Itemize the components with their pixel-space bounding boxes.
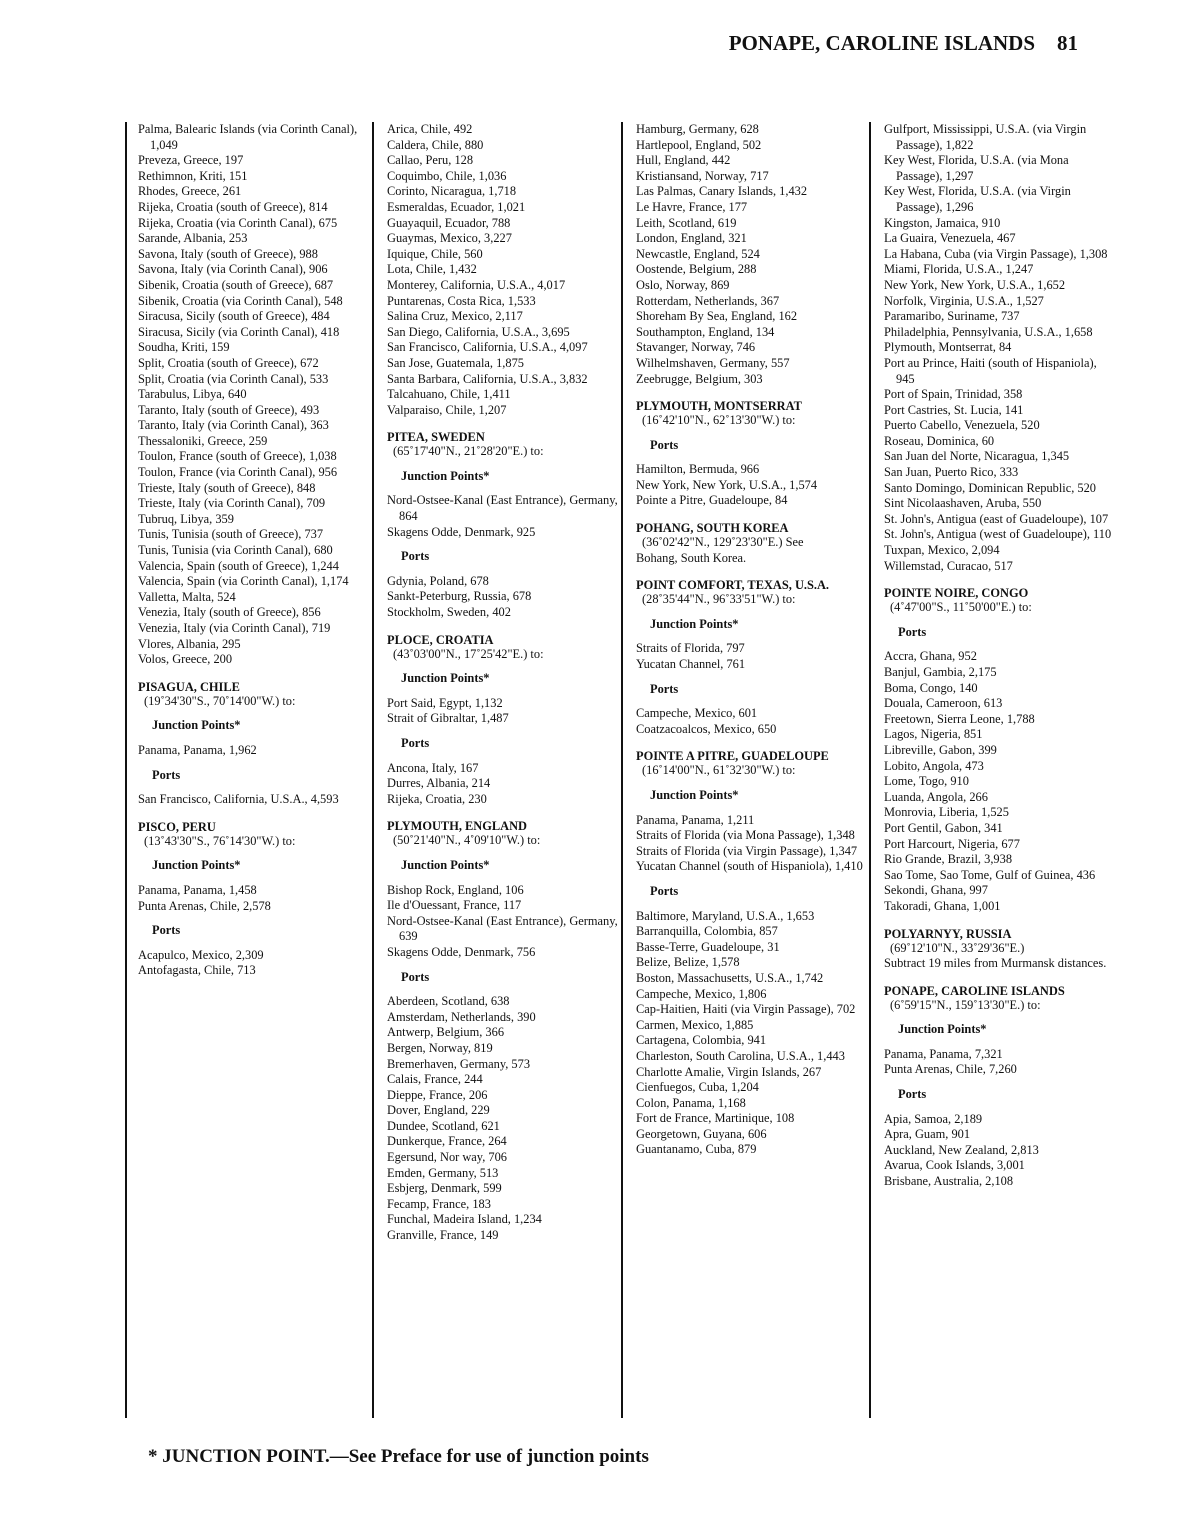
distance-entry: Shoreham By Sea, England, 162 bbox=[636, 309, 798, 324]
distance-entry: Campeche, Mexico, 601 bbox=[636, 706, 758, 721]
page-number: 81 bbox=[1057, 31, 1078, 55]
distance-column-1 bbox=[138, 122, 372, 979]
distance-entry: Rijeka, Croatia (via Corinth Canal), 675 bbox=[138, 215, 338, 230]
distance-entry: Dundee, Scotland, 621 bbox=[387, 1118, 500, 1133]
port-coordinates: (4˚47'00"S., 11˚50'00"E.) to: bbox=[890, 600, 1032, 615]
distance-entry: Skagens Odde, Denmark, 925 bbox=[387, 524, 536, 539]
distance-entry: Sint Nicolaashaven, Aruba, 550 bbox=[884, 496, 1042, 511]
distance-entry: Tarabulus, Libya, 640 bbox=[138, 387, 247, 402]
distance-entry: Douala, Cameroon, 613 bbox=[884, 696, 1003, 711]
distance-entry: Lota, Chile, 1,432 bbox=[387, 262, 477, 277]
distance-entry: Antofagasta, Chile, 713 bbox=[138, 963, 256, 978]
distance-entry: Cienfuegos, Cuba, 1,204 bbox=[636, 1080, 759, 1095]
section-subheading: Ports bbox=[898, 624, 927, 639]
distance-entry: Takoradi, Ghana, 1,001 bbox=[884, 898, 1001, 913]
distance-entry: Esmeraldas, Ecuador, 1,021 bbox=[387, 199, 526, 214]
distance-entry: Punta Arenas, Chile, 7,260 bbox=[884, 1062, 1017, 1077]
distance-entry: Stavanger, Norway, 746 bbox=[636, 340, 756, 355]
distance-entry: Savona, Italy (south of Greece), 988 bbox=[138, 246, 318, 261]
distance-entry: Key West, Florida, U.S.A. (via Virgin Passage), 1,296 bbox=[884, 184, 1071, 214]
port-heading: PISAGUA, CHILE bbox=[138, 679, 240, 694]
port-heading: POINT COMFORT, TEXAS, U.S.A. bbox=[636, 578, 830, 593]
distance-entry: Tunis, Tunisia (south of Greece), 737 bbox=[138, 527, 324, 542]
distance-entry: Nord-Ostsee-Kanal (East Entrance), Germany, 864 bbox=[387, 493, 618, 524]
distance-entry: Toulon, France (south of Greece), 1,038 bbox=[138, 449, 337, 464]
port-heading: POINTE NOIRE, CONGO bbox=[884, 586, 1029, 601]
distance-entry: Corinto, Nicaragua, 1,718 bbox=[387, 184, 517, 199]
distance-entry: Roseau, Dominica, 60 bbox=[884, 433, 995, 448]
distance-entry: Apra, Guam, 901 bbox=[884, 1127, 971, 1142]
distance-entry: Boston, Massachusetts, U.S.A., 1,742 bbox=[636, 970, 824, 985]
distance-entry: Leith, Scotland, 619 bbox=[636, 215, 737, 230]
distance-entry: Sankt-Peterburg, Russia, 678 bbox=[387, 589, 532, 604]
distance-entry: Tunis, Tunisia (via Corinth Canal), 680 bbox=[138, 543, 333, 558]
distance-entry: Emden, Germany, 513 bbox=[387, 1165, 499, 1180]
distance-entry: Belize, Belize, 1,578 bbox=[636, 955, 740, 970]
distance-entry: San Juan del Norte, Nicaragua, 1,345 bbox=[884, 449, 1070, 464]
distance-entry: Fecamp, France, 183 bbox=[387, 1196, 491, 1211]
distance-entry: Baltimore, Maryland, U.S.A., 1,653 bbox=[636, 908, 815, 923]
distance-entry: Paramaribo, Suriname, 737 bbox=[884, 309, 1020, 324]
distance-entry: Philadelphia, Pennsylvania, U.S.A., 1,658 bbox=[884, 324, 1093, 339]
distance-entry: Port Said, Egypt, 1,132 bbox=[387, 695, 503, 710]
distance-entry: Panama, Panama, 1,211 bbox=[636, 812, 755, 827]
distance-entry: Yucatan Channel (south of Hispaniola), 1,410 bbox=[636, 859, 863, 874]
distance-entry: Willemstad, Curacao, 517 bbox=[884, 558, 1013, 573]
distance-entry: Yucatan Channel, 761 bbox=[636, 657, 746, 672]
distance-column-2 bbox=[387, 122, 621, 1244]
distance-entry: Straits of Florida, 797 bbox=[636, 641, 745, 656]
port-coordinates: (16˚14'00"N., 61˚32'30"W.) to: bbox=[642, 763, 796, 778]
distance-entry: Norfolk, Virginia, U.S.A., 1,527 bbox=[884, 293, 1044, 308]
distance-entry: Calais, France, 244 bbox=[387, 1072, 483, 1087]
distance-entry: Aberdeen, Scotland, 638 bbox=[387, 994, 510, 1009]
section-subheading: Junction Points* bbox=[898, 1022, 987, 1037]
port-coordinates: (50˚21'40"N., 4˚09'10"W.) to: bbox=[393, 833, 541, 848]
distance-entry: Accra, Ghana, 952 bbox=[884, 649, 977, 664]
section-subheading: Ports bbox=[650, 883, 679, 898]
section-subheading: Ports bbox=[152, 923, 181, 938]
distance-entry: San Diego, California, U.S.A., 3,695 bbox=[387, 324, 570, 339]
distance-entry: Caldera, Chile, 880 bbox=[387, 137, 484, 152]
port-coordinates: (6˚59'15"N., 159˚13'30"E.) to: bbox=[890, 997, 1041, 1012]
column-rule-3 bbox=[621, 122, 623, 1418]
distance-entry: Sekondi, Ghana, 997 bbox=[884, 883, 988, 898]
distance-entry: Campeche, Mexico, 1,806 bbox=[636, 986, 767, 1001]
section-subheading: Ports bbox=[898, 1087, 927, 1102]
port-heading: POLYARNYY, RUSSIA bbox=[884, 926, 1012, 941]
distance-entry: Skagens Odde, Denmark, 756 bbox=[387, 944, 536, 959]
distance-entry: Lobito, Angola, 473 bbox=[884, 758, 984, 773]
distance-entry: Straits of Florida (via Mona Passage), 1,348 bbox=[636, 828, 855, 843]
distance-entry: Miami, Florida, U.S.A., 1,247 bbox=[884, 262, 1034, 277]
distance-entry: Rotterdam, Netherlands, 367 bbox=[636, 293, 780, 308]
distance-entry: Kristiansand, Norway, 717 bbox=[636, 168, 769, 183]
port-coordinates: (16˚42'10"N., 62˚13'30"W.) to: bbox=[642, 413, 796, 428]
distance-entry: Ancona, Italy, 167 bbox=[387, 760, 479, 775]
distance-entry: Lagos, Nigeria, 851 bbox=[884, 727, 983, 742]
distance-column-3 bbox=[636, 122, 870, 1158]
port-heading: PISCO, PERU bbox=[138, 819, 216, 834]
distance-entry: Valencia, Spain (south of Greece), 1,244 bbox=[138, 558, 339, 573]
distance-entry: Santa Barbara, California, U.S.A., 3,832 bbox=[387, 371, 588, 386]
distance-entry: Egersund, Nor way, 706 bbox=[387, 1150, 507, 1165]
distance-entry: Sarande, Albania, 253 bbox=[138, 231, 248, 246]
distance-entry: Iquique, Chile, 560 bbox=[387, 246, 483, 261]
distance-entry: Fort de France, Martinique, 108 bbox=[636, 1111, 795, 1126]
distance-entry: Preveza, Greece, 197 bbox=[138, 153, 244, 168]
section-subheading: Ports bbox=[401, 969, 430, 984]
distance-entry: Plymouth, Montserrat, 84 bbox=[884, 340, 1012, 355]
distance-entry: Cap-Haitien, Haiti (via Virgin Passage), 702 bbox=[636, 1002, 856, 1017]
distance-entry: Valparaiso, Chile, 1,207 bbox=[387, 402, 507, 417]
distance-entry: Vlores, Albania, 295 bbox=[138, 636, 241, 651]
section-subheading: Ports bbox=[152, 767, 181, 782]
distance-entry: Dover, England, 229 bbox=[387, 1103, 490, 1118]
distance-entry: Venezia, Italy (via Corinth Canal), 719 bbox=[138, 621, 331, 635]
distance-entry: Port Gentil, Gabon, 341 bbox=[884, 820, 1003, 835]
distance-entry: Oslo, Norway, 869 bbox=[636, 277, 730, 292]
distance-entry: Bremerhaven, Germany, 573 bbox=[387, 1056, 531, 1071]
distance-entry: Guaymas, Mexico, 3,227 bbox=[387, 231, 512, 246]
port-coordinates: (69˚12'10"N., 33˚29'36"E.) bbox=[890, 940, 1025, 955]
distance-entry: Monterey, California, U.S.A., 4,017 bbox=[387, 277, 566, 292]
distance-entry: Southampton, England, 134 bbox=[636, 324, 775, 339]
distance-entry: Freetown, Sierra Leone, 1,788 bbox=[884, 711, 1035, 726]
section-subheading: Junction Points* bbox=[152, 718, 241, 733]
distance-entry: Carmen, Mexico, 1,885 bbox=[636, 1017, 754, 1032]
port-coordinates: (19˚34'30"S., 70˚14'00"W.) to: bbox=[144, 693, 296, 708]
port-coordinates: (28˚35'44"N., 96˚33'51"W.) to: bbox=[642, 592, 796, 607]
distance-entry: Port of Spain, Trinidad, 358 bbox=[884, 387, 1023, 402]
distance-entry: Sibenik, Croatia (south of Greece), 687 bbox=[138, 277, 334, 292]
junction-point-footnote: * JUNCTION POINT.—See Preface for use of junction points bbox=[148, 1446, 649, 1467]
distance-entry: Funchal, Madeira Island, 1,234 bbox=[387, 1212, 542, 1227]
distance-entry: St. John's, Antigua (east of Guadeloupe), 107 bbox=[884, 511, 1109, 526]
distance-entry: Lome, Togo, 910 bbox=[884, 774, 969, 789]
distance-entry: Rethimnon, Kriti, 151 bbox=[138, 168, 248, 183]
distance-entry: Sibenik, Croatia (via Corinth Canal), 548 bbox=[138, 293, 343, 308]
distance-entry: Dieppe, France, 206 bbox=[387, 1087, 488, 1102]
distance-entry: Stockholm, Sweden, 402 bbox=[387, 605, 511, 620]
section-subheading: Junction Points* bbox=[401, 671, 490, 686]
section-subheading: Ports bbox=[401, 549, 430, 564]
column-rule-2 bbox=[372, 122, 374, 1418]
distance-entry: Pointe a Pitre, Guadeloupe, 84 bbox=[636, 493, 788, 508]
distance-entry: Hamilton, Bermuda, 966 bbox=[636, 462, 760, 477]
distance-entry: New York, New York, U.S.A., 1,574 bbox=[636, 477, 818, 492]
distance-entry: Le Havre, France, 177 bbox=[636, 199, 748, 214]
distance-entry: Thessaloniki, Greece, 259 bbox=[138, 433, 268, 448]
distance-entry: San Jose, Guatemala, 1,875 bbox=[387, 355, 524, 370]
distance-entry: Esbjerg, Denmark, 599 bbox=[387, 1181, 502, 1196]
distance-entry: Taranto, Italy (south of Greece), 493 bbox=[138, 402, 320, 417]
port-note: Bohang, South Korea. bbox=[636, 550, 747, 565]
port-heading: PLYMOUTH, ENGLAND bbox=[387, 819, 527, 834]
distance-entry: Puerto Cabello, Venezuela, 520 bbox=[884, 418, 1040, 433]
distance-entry: Tuxpan, Mexico, 2,094 bbox=[884, 543, 1000, 558]
distance-entry: Santo Domingo, Dominican Republic, 520 bbox=[884, 480, 1096, 495]
distance-entry: Charlotte Amalie, Virgin Islands, 267 bbox=[636, 1064, 822, 1079]
distance-entry: Monrovia, Liberia, 1,525 bbox=[884, 805, 1009, 820]
distance-entry: Rio Grande, Brazil, 3,938 bbox=[884, 852, 1013, 867]
distance-entry: Dunkerque, France, 264 bbox=[387, 1134, 507, 1149]
distance-entry: Palma, Balearic Islands (via Corinth Canal), 1,049 bbox=[138, 122, 358, 152]
distance-entry: Port au Prince, Haiti (south of Hispaniola), 945 bbox=[884, 355, 1097, 386]
distance-entry: Puntarenas, Costa Rica, 1,533 bbox=[387, 293, 536, 308]
distance-entry: Straits of Florida (via Virgin Passage), 1,347 bbox=[636, 843, 858, 858]
port-heading: PLYMOUTH, MONTSERRAT bbox=[636, 399, 802, 414]
distance-entry: San Juan, Puerto Rico, 333 bbox=[884, 465, 1019, 480]
port-heading: PLOCE, CROATIA bbox=[387, 632, 494, 647]
section-subheading: Junction Points* bbox=[401, 468, 490, 483]
distance-entry: Oostende, Belgium, 288 bbox=[636, 262, 757, 277]
section-subheading: Ports bbox=[650, 681, 679, 696]
section-subheading: Junction Points* bbox=[650, 788, 739, 802]
distance-entry: Charleston, South Carolina, U.S.A., 1,443 bbox=[636, 1048, 845, 1063]
distance-entry: Granville, France, 149 bbox=[387, 1228, 499, 1243]
distance-entry: Siracusa, Sicily (south of Greece), 484 bbox=[138, 309, 330, 324]
distance-entry: Sao Tome, Sao Tome, Gulf of Guinea, 436 bbox=[884, 867, 1096, 882]
section-subheading: Junction Points* bbox=[401, 857, 490, 872]
distance-entry: Zeebrugge, Belgium, 303 bbox=[636, 371, 763, 386]
distance-entry: Panama, Panama, 7,321 bbox=[884, 1046, 1003, 1061]
distance-entry: Tubruq, Libya, 359 bbox=[138, 511, 234, 526]
distance-entry: Acapulco, Mexico, 2,309 bbox=[138, 947, 264, 962]
distance-entry: Coquimbo, Chile, 1,036 bbox=[387, 168, 507, 183]
distance-entry: Talcahuano, Chile, 1,411 bbox=[387, 387, 511, 402]
distance-entry: Avarua, Cook Islands, 3,001 bbox=[884, 1158, 1025, 1173]
distance-entry: Salina Cruz, Mexico, 2,117 bbox=[387, 309, 523, 324]
distance-entry: Las Palmas, Canary Islands, 1,432 bbox=[636, 184, 808, 199]
distance-entry: St. John's, Antigua (west of Guadeloupe), 110 bbox=[884, 527, 1112, 542]
distance-entry: Guayaquil, Ecuador, 788 bbox=[387, 215, 511, 230]
distance-entry: Colon, Panama, 1,168 bbox=[636, 1095, 746, 1110]
section-subheading: Junction Points* bbox=[650, 616, 739, 631]
port-heading: POHANG, SOUTH KOREA bbox=[636, 521, 789, 536]
distance-entry: Banjul, Gambia, 2,175 bbox=[884, 665, 997, 679]
distance-entry: Valencia, Spain (via Corinth Canal), 1,174 bbox=[138, 574, 349, 589]
section-subheading: Ports bbox=[650, 437, 679, 452]
distance-entry: Port Castries, St. Lucia, 141 bbox=[884, 402, 1024, 417]
distance-entry: Basse-Terre, Guadeloupe, 31 bbox=[636, 939, 780, 954]
port-note: Subtract 19 miles from Murmansk distances. bbox=[884, 956, 1107, 971]
port-coordinates: (36˚02'42"N., 129˚23'30"E.) See bbox=[642, 535, 804, 550]
distance-entry: San Francisco, California, U.S.A., 4,593 bbox=[138, 792, 339, 807]
distance-entry: Key West, Florida, U.S.A. (via Mona Passage), 1,297 bbox=[884, 153, 1069, 183]
section-subheading: Junction Points* bbox=[152, 858, 241, 873]
distance-entry: New York, New York, U.S.A., 1,652 bbox=[884, 277, 1066, 292]
distance-entry: Toulon, France (via Corinth Canal), 956 bbox=[138, 465, 338, 480]
port-coordinates: (65˚17'40"N., 21˚28'20"E.) to: bbox=[393, 444, 544, 459]
port-heading: POINTE A PITRE, GUADELOUPE bbox=[636, 749, 829, 764]
distance-entry: Apia, Samoa, 2,189 bbox=[884, 1111, 983, 1126]
port-heading: PONAPE, CAROLINE ISLANDS bbox=[884, 983, 1065, 998]
distance-entry: Auckland, New Zealand, 2,813 bbox=[884, 1142, 1039, 1157]
distance-entry: Port Harcourt, Nigeria, 677 bbox=[884, 836, 1020, 851]
distance-entry: Strait of Gibraltar, 1,487 bbox=[387, 711, 509, 726]
port-coordinates: (43˚03'00"N., 17˚25'42"E.) to: bbox=[393, 646, 544, 661]
distance-entry: London, England, 321 bbox=[636, 231, 747, 246]
distance-entry: Barranquilla, Colombia, 857 bbox=[636, 924, 778, 939]
distance-entry: Soudha, Kriti, 159 bbox=[138, 340, 230, 355]
distance-entry: Guantanamo, Cuba, 879 bbox=[636, 1142, 757, 1157]
distance-entry: Bergen, Norway, 819 bbox=[387, 1040, 493, 1055]
distance-entry: Kingston, Jamaica, 910 bbox=[884, 215, 1001, 230]
distance-entry: Durres, Albania, 214 bbox=[387, 776, 491, 791]
distance-entry: Gdynia, Poland, 678 bbox=[387, 573, 489, 588]
distance-entry: Hamburg, Germany, 628 bbox=[636, 122, 759, 136]
distance-entry: La Guaira, Venezuela, 467 bbox=[884, 231, 1016, 246]
distance-entry: Taranto, Italy (via Corinth Canal), 363 bbox=[138, 418, 329, 433]
distance-column-4 bbox=[884, 122, 1118, 1190]
distance-entry: Boma, Congo, 140 bbox=[884, 680, 978, 695]
distance-entry: Wilhelmshaven, Germany, 557 bbox=[636, 355, 790, 370]
distance-entry: Rhodes, Greece, 261 bbox=[138, 184, 242, 199]
distance-entry: Rijeka, Croatia, 230 bbox=[387, 791, 487, 806]
distance-entry: Venezia, Italy (south of Greece), 856 bbox=[138, 605, 321, 620]
section-subheading: Ports bbox=[401, 736, 430, 750]
distance-entry: Siracusa, Sicily (via Corinth Canal), 418 bbox=[138, 324, 340, 339]
distance-entry: Split, Croatia (via Corinth Canal), 533 bbox=[138, 371, 329, 386]
distance-entry: Libreville, Gabon, 399 bbox=[884, 742, 997, 757]
distance-entry: Trieste, Italy (via Corinth Canal), 709 bbox=[138, 496, 326, 511]
column-rule-1 bbox=[125, 122, 127, 1418]
port-heading: PITEA, SWEDEN bbox=[387, 430, 485, 445]
distance-entry: La Habana, Cuba (via Virgin Passage), 1,308 bbox=[884, 246, 1108, 261]
distance-entry: Nord-Ostsee-Kanal (East Entrance), Germany, 639 bbox=[387, 913, 618, 944]
distance-entry: Luanda, Angola, 266 bbox=[884, 789, 988, 804]
distance-entry: Antwerp, Belgium, 366 bbox=[387, 1025, 505, 1040]
distance-entry: Split, Croatia (south of Greece), 672 bbox=[138, 355, 319, 370]
distance-entry: Coatzacoalcos, Mexico, 650 bbox=[636, 721, 777, 736]
distance-entry: Georgetown, Guyana, 606 bbox=[636, 1126, 767, 1141]
distance-entry: Brisbane, Australia, 2,108 bbox=[884, 1174, 1014, 1189]
distance-entry: Panama, Panama, 1,458 bbox=[138, 882, 257, 897]
distance-entry: Volos, Greece, 200 bbox=[138, 652, 233, 667]
distance-entry: Hull, England, 442 bbox=[636, 153, 731, 168]
distance-entry: Ile d'Ouessant, France, 117 bbox=[387, 898, 522, 913]
distance-entry: Rijeka, Croatia (south of Greece), 814 bbox=[138, 199, 328, 214]
distance-entry: Savona, Italy (via Corinth Canal), 906 bbox=[138, 262, 328, 277]
running-header bbox=[729, 31, 1078, 56]
distance-entry: Callao, Peru, 128 bbox=[387, 153, 474, 168]
distance-entry: Gulfport, Mississippi, U.S.A. (via Virgin Passage), 1,822 bbox=[884, 122, 1087, 152]
running-header-title: PONAPE, CAROLINE ISLANDS bbox=[728, 31, 1035, 55]
distance-entry: Punta Arenas, Chile, 2,578 bbox=[138, 898, 271, 913]
port-coordinates: (13˚43'30"S., 76˚14'30"W.) to: bbox=[144, 833, 296, 848]
distance-entry: San Francisco, California, U.S.A., 4,097 bbox=[387, 340, 588, 355]
distance-entry: Arica, Chile, 492 bbox=[387, 122, 473, 136]
distance-entry: Amsterdam, Netherlands, 390 bbox=[387, 1009, 536, 1024]
distance-entry: Hartlepool, England, 502 bbox=[636, 137, 762, 152]
distance-entry: Panama, Panama, 1,962 bbox=[138, 742, 257, 757]
distance-entry: Cartagena, Colombia, 941 bbox=[636, 1033, 767, 1048]
distance-entry: Bishop Rock, England, 106 bbox=[387, 882, 524, 897]
distance-entry: Valletta, Malta, 524 bbox=[138, 589, 236, 604]
distance-entry: Newcastle, England, 524 bbox=[636, 246, 760, 261]
distance-entry: Trieste, Italy (south of Greece), 848 bbox=[138, 480, 316, 495]
